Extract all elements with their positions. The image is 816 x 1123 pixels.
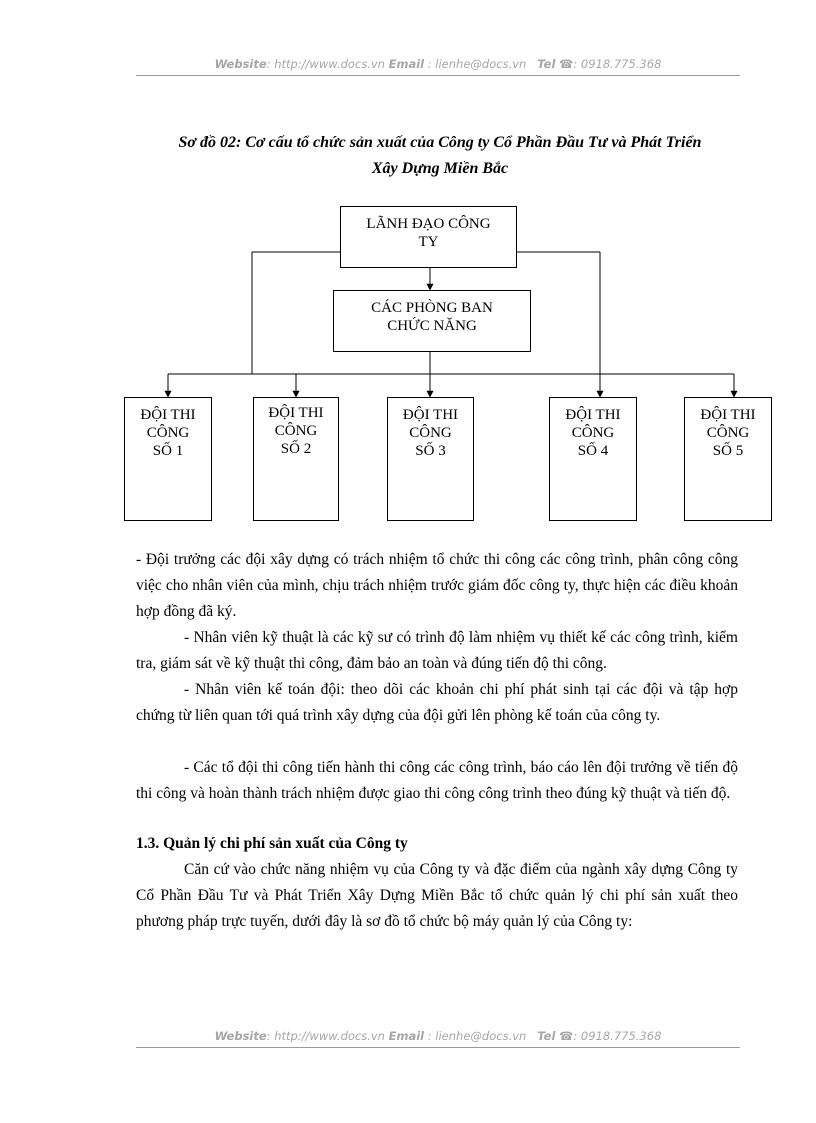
footer-rule bbox=[136, 1047, 740, 1048]
team-box-3 bbox=[387, 397, 474, 521]
team-1-line3: SỐ 1 bbox=[152, 443, 184, 459]
team-box-4 bbox=[549, 397, 637, 521]
team-1-line1: ĐỘI THI bbox=[140, 407, 196, 423]
paragraph-cost-management: Căn cứ vào chức năng nhiệm vụ của Công ty và đặc điểm của ngành xây dựng Công ty Cổ Phần Đầu Tư và Phát Triển Xây Dựng Miền Bắc tổ chức quản lý chi phí sản xuất theo phương pháp trực tuyến, dưới đây là sơ đồ tổ chức bộ máy quản lý của Công ty: bbox=[136, 861, 738, 930]
header-tel-value: : 0918.775.368 bbox=[573, 57, 662, 71]
header-email-value: : lienhe@docs.vn bbox=[424, 57, 527, 71]
page-footer bbox=[136, 1029, 740, 1043]
header-tel-label: Tel bbox=[537, 57, 556, 71]
footer-tel-value: : 0918.775.368 bbox=[573, 1029, 662, 1043]
diagram-title-line2: Xây Dựng Miền Bắc bbox=[371, 160, 509, 177]
section-heading: 1.3. Quản lý chi phí sản xuất của Công ty bbox=[136, 835, 408, 852]
team-2-line3: SỐ 2 bbox=[280, 441, 312, 457]
paragraph-accounting-staff: - Nhân viên kế toán đội: theo dõi các khoản chi phí phát sinh tại các đội và tập hợp chứng từ liên quan tới quá trình xây dựng của đội gửi lên phòng kế toán của công ty. bbox=[136, 681, 738, 724]
team-box-1 bbox=[124, 397, 212, 521]
departments-line1: CÁC PHÒNG BAN bbox=[371, 300, 493, 316]
departments-box bbox=[333, 290, 531, 352]
footer-email-label: Email bbox=[388, 1029, 425, 1043]
team-4-line2: CÔNG bbox=[571, 425, 615, 441]
team-3-line2: CÔNG bbox=[409, 425, 452, 441]
team-2-line2: CÔNG bbox=[274, 423, 318, 439]
team-4-line3: SỐ 4 bbox=[577, 443, 609, 459]
team-3-line1: ĐỘI THI bbox=[402, 407, 459, 423]
team-5-line2: CÔNG bbox=[706, 425, 750, 441]
footer-tel-label: Tel bbox=[537, 1029, 556, 1043]
paragraph-construction-teams: - Các tổ đội thi công tiến hành thi công các công trình, báo cáo lên đội trưởng về tiến độ thi công và hoàn thành trách nhiệm được giao thi công công trình theo đúng kỹ thuật và tiến độ. bbox=[136, 759, 738, 802]
team-box-5 bbox=[684, 397, 772, 521]
header-website-label: Website bbox=[214, 57, 267, 71]
leader-box bbox=[340, 206, 517, 268]
header-website-value: : http://www.docs.vn bbox=[266, 57, 385, 71]
team-4-line1: ĐỘI THI bbox=[565, 407, 621, 423]
team-3-line3: SỐ 3 bbox=[415, 443, 446, 459]
team-box-2 bbox=[253, 397, 339, 521]
team-1-line2: CÔNG bbox=[146, 425, 190, 441]
leader-line2: TY bbox=[418, 234, 439, 250]
phone-icon: ☎ bbox=[559, 1029, 574, 1043]
header-email-label: Email bbox=[388, 57, 425, 71]
diagram-title-line1: Sơ đồ 02: Cơ cấu tổ chức sản xuất của Công ty Cổ Phần Đầu Tư và Phát Triển bbox=[178, 134, 702, 151]
phone-icon: ☎ bbox=[559, 57, 574, 71]
footer-website-label: Website bbox=[214, 1029, 267, 1043]
departments-line2: CHỨC NĂNG bbox=[387, 318, 477, 334]
team-5-line3: SỐ 5 bbox=[712, 443, 744, 459]
footer-website-value: : http://www.docs.vn bbox=[266, 1029, 385, 1043]
footer-email-value: : lienhe@docs.vn bbox=[424, 1029, 527, 1043]
leader-line1: LÃNH ĐẠO CÔNG bbox=[366, 216, 491, 232]
team-2-line1: ĐỘI THI bbox=[268, 405, 324, 421]
paragraph-team-leader: - Đội trưởng các đội xây dựng có trách nhiệm tổ chức thi công các công trình, phân công công việc cho nhân viên của mình, chịu trách nhiệm trước giám đốc công ty, thực hiện các điều khoản hợp đồng đã ký. bbox=[136, 551, 738, 620]
paragraph-technical-staff: - Nhân viên kỹ thuật là các kỹ sư có trình độ làm nhiệm vụ thiết kế các công trình, kiểm tra, giám sát về kỹ thuật thi công, đảm bảo an toàn và đúng tiến độ thi công. bbox=[136, 629, 738, 672]
team-5-line1: ĐỘI THI bbox=[700, 407, 756, 423]
